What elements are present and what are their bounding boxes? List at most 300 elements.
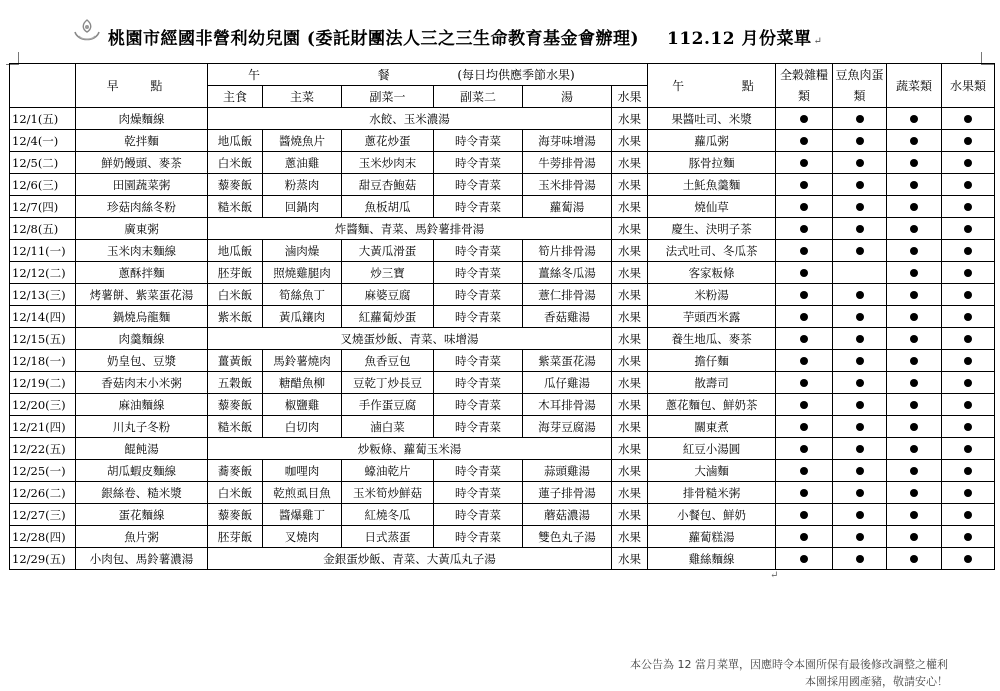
veg-dot-cell [887,262,942,284]
side-dish-1-cell: 玉米筍炒鮮菇 [342,482,434,504]
fruit-dot-icon [964,225,972,233]
protein-dot-cell [833,482,887,504]
afternoon-snack-cell: 蔥花麵包、鮮奶茶 [648,394,776,416]
protein-dot-cell [833,526,887,548]
protein-dot-icon [856,379,864,387]
protein-dot-cell [833,130,887,152]
side-dish-2-cell: 時令青菜 [434,350,523,372]
table-row [10,218,995,240]
breakfast-cell: 餛飩湯 [76,438,208,460]
afternoon-snack-cell: 蘿瓜粥 [648,130,776,152]
soup-cell: 玉米排骨湯 [523,174,612,196]
table-row [10,174,995,196]
staple-cell: 五穀飯 [208,372,263,394]
soup-cell: 蘿蔔湯 [523,196,612,218]
side-dish-2-cell: 時令青菜 [434,196,523,218]
veg-dot-cell [887,526,942,548]
date-cell: 12/18(一) [10,350,76,372]
veg-dot-cell [887,284,942,306]
main-dish-cell: 蔥油雞 [263,152,342,174]
soup-cell: 蓮子排骨湯 [523,482,612,504]
staple-cell: 薑黃飯 [208,350,263,372]
grains-dot-icon [800,159,808,167]
protein-dot-cell [833,284,887,306]
table-row [10,438,995,460]
table-row [10,108,995,130]
fruit-dot-icon [964,379,972,387]
date-cell: 12/15(五) [10,328,76,350]
soup-cell: 雙色丸子湯 [523,526,612,548]
protein-dot-icon [856,115,864,123]
date-cell: 12/12(二) [10,262,76,284]
breakfast-cell: 珍菇肉絲冬粉 [76,196,208,218]
staple-cell: 胚芽飯 [208,262,263,284]
grains-dot-cell [776,328,833,350]
main-dish-cell: 乾煎虱目魚 [263,482,342,504]
protein-dot-cell [833,218,887,240]
fruit-cell: 水果 [612,328,648,350]
side-dish-1-cell: 魚板胡瓜 [342,196,434,218]
veg-dot-cell [887,328,942,350]
fruit-dot-cell [942,504,995,526]
lunch-combined-cell: 金銀蛋炒飯、青菜、大黃瓜丸子湯 [208,548,612,570]
date-cell: 12/13(三) [10,284,76,306]
veg-dot-cell [887,438,942,460]
footer-line-2: 本園採用國產豬，敬請安心！ [805,675,948,688]
lunch-combined-cell: 叉燒蛋炒飯、青菜、味增湯 [208,328,612,350]
fruit-dot-icon [964,357,972,365]
menu-month: 112.12 月份菜單 [667,29,812,49]
grains-dot-icon [800,313,808,321]
table-row [10,262,995,284]
menu-table [9,63,995,570]
school-name: 桃園市經國非營利幼兒園 (委託財團法人三之三生命教育基金會辦理) [108,29,640,49]
grains-dot-cell [776,548,833,570]
table-row [10,482,995,504]
veg-dot-icon [910,511,918,519]
fruit-dot-icon [964,335,972,343]
grains-dot-cell [776,350,833,372]
table-row [10,152,995,174]
fruit-dot-icon [964,423,972,431]
side-dish-1-cell: 炒三寶 [342,262,434,284]
main-header: 主菜 [263,86,342,108]
breakfast-cell: 奶皇包、豆漿 [76,350,208,372]
side-dish-1-cell: 蠔油乾片 [342,460,434,482]
veg-dot-icon [910,533,918,541]
grains-dot-icon [800,555,808,563]
grains-dot-cell [776,526,833,548]
snack-header [648,64,776,108]
main-dish-cell: 醬爆雞丁 [263,504,342,526]
protein-dot-icon [856,401,864,409]
breakfast-cell: 蛋花麵線 [76,504,208,526]
staple-cell: 藜麥飯 [208,504,263,526]
protein-dot-cell [833,394,887,416]
main-dish-cell: 筍絲魚丁 [263,284,342,306]
date-cell: 12/19(二) [10,372,76,394]
protein-dot-icon [856,445,864,453]
fruit-dot-icon [964,533,972,541]
protein-dot-cell [833,438,887,460]
table-row [10,130,995,152]
fruit-cell: 水果 [612,526,648,548]
staple-cell: 糙米飯 [208,196,263,218]
date-cell: 12/28(四) [10,526,76,548]
table-row [10,306,995,328]
veg-dot-cell [887,306,942,328]
fruit-cell: 水果 [612,460,648,482]
grains-dot-icon [800,137,808,145]
grains-header [776,64,833,108]
fruit-group-header: 水果類 [942,64,995,108]
breakfast-cell: 肉燥麵線 [76,108,208,130]
protein-dot-icon [856,203,864,211]
date-cell: 12/14(四) [10,306,76,328]
veg-dot-cell [887,372,942,394]
protein-dot-icon [856,467,864,475]
breakfast-cell: 肉羹麵線 [76,328,208,350]
table-row [10,416,995,438]
table-row [10,504,995,526]
grains-dot-icon [800,379,808,387]
breakfast-cell: 麻油麵線 [76,394,208,416]
staple-cell: 藜麥飯 [208,174,263,196]
veg-dot-icon [910,225,918,233]
veg-dot-icon [910,379,918,387]
side-dish-2-cell: 時令青菜 [434,460,523,482]
veg-dot-cell [887,130,942,152]
protein-dot-cell [833,504,887,526]
protein-dot-cell [833,152,887,174]
protein-dot-icon [856,137,864,145]
fruit-cell: 水果 [612,504,648,526]
date-cell: 12/26(二) [10,482,76,504]
grains-dot-icon [800,203,808,211]
side-dish-1-cell: 滷白菜 [342,416,434,438]
grains-dot-icon [800,115,808,123]
fruit-dot-icon [964,181,972,189]
header [70,16,970,52]
side-dish-2-cell: 時令青菜 [434,482,523,504]
grains-dot-cell [776,262,833,284]
veg-dot-icon [910,401,918,409]
date-cell: 12/27(三) [10,504,76,526]
afternoon-snack-cell: 豚骨拉麵 [648,152,776,174]
soup-cell: 蘑菇濃湯 [523,504,612,526]
soup-cell: 瓜仔雞湯 [523,372,612,394]
breakfast-cell: 鮮奶饅頭、麥茶 [76,152,208,174]
side-dish-2-cell: 時令青菜 [434,416,523,438]
grains-dot-cell [776,416,833,438]
fruit-cell: 水果 [612,438,648,460]
side-dish-2-cell: 時令青菜 [434,306,523,328]
veg-dot-icon [910,467,918,475]
date-cell: 12/22(五) [10,438,76,460]
veg-dot-icon [910,181,918,189]
staple-header: 主食 [208,86,263,108]
fruit-cell: 水果 [612,240,648,262]
fruit-cell: 水果 [612,284,648,306]
fruit-dot-icon [964,137,972,145]
fruit-dot-icon [964,247,972,255]
fruit-dot-cell [942,284,995,306]
fruit-dot-cell [942,482,995,504]
veg-dot-cell [887,394,942,416]
fruit-dot-cell [942,350,995,372]
staple-cell: 白米飯 [208,284,263,306]
fruit-dot-cell [942,152,995,174]
staple-cell: 紫米飯 [208,306,263,328]
protein-dot-cell [833,262,887,284]
main-dish-cell: 照燒雞腿肉 [263,262,342,284]
veg-dot-icon [910,247,918,255]
paragraph-mark-after-table: ↵ [770,570,779,581]
fruit-dot-cell [942,548,995,570]
side-dish-1-cell: 豆乾丁炒長豆 [342,372,434,394]
afternoon-snack-cell: 米粉湯 [648,284,776,306]
date-cell: 12/1(五) [10,108,76,130]
breakfast-cell: 乾拌麵 [76,130,208,152]
grains-dot-icon [800,423,808,431]
fruit-cell: 水果 [612,416,648,438]
table-row [10,548,995,570]
fruit-cell: 水果 [612,152,648,174]
fruit-cell: 水果 [612,108,648,130]
table-row [10,284,995,306]
fruit-dot-icon [964,555,972,563]
soup-header: 湯 [523,86,612,108]
side-dish-1-cell: 大黃瓜滑蛋 [342,240,434,262]
fruit-dot-icon [964,203,972,211]
staple-cell: 地瓜飯 [208,130,263,152]
breakfast-cell: 蔥酥拌麵 [76,262,208,284]
protein-dot-cell [833,108,887,130]
soup-cell: 薑絲冬瓜湯 [523,262,612,284]
veg-dot-cell [887,152,942,174]
grains-dot-icon [800,533,808,541]
fruit-cell: 水果 [612,350,648,372]
main-dish-cell: 滷肉燥 [263,240,342,262]
main-dish-cell: 椒鹽雞 [263,394,342,416]
table-row [10,460,995,482]
veg-dot-icon [910,291,918,299]
side-dish-1-cell: 紅燒冬瓜 [342,504,434,526]
breakfast-cell: 香菇肉末小米粥 [76,372,208,394]
protein-dot-icon [856,159,864,167]
grains-dot-cell [776,152,833,174]
table-row [10,240,995,262]
veg-dot-icon [910,137,918,145]
protein-dot-cell [833,196,887,218]
protein-dot-icon [856,511,864,519]
grains-dot-cell [776,196,833,218]
afternoon-snack-cell: 排骨糙米粥 [648,482,776,504]
protein-dot-icon [856,357,864,365]
veg-dot-cell [887,108,942,130]
side-dish-1-cell: 麻婆豆腐 [342,284,434,306]
main-dish-cell: 粉蒸肉 [263,174,342,196]
veg-dot-icon [910,313,918,321]
grains-dot-cell [776,504,833,526]
staple-cell: 白米飯 [208,482,263,504]
table-row [10,350,995,372]
date-cell: 12/6(三) [10,174,76,196]
side-dish-2-cell: 時令青菜 [434,240,523,262]
soup-cell: 紫菜蛋花湯 [523,350,612,372]
table-row [10,372,995,394]
veg-dot-cell [887,548,942,570]
grains-dot-icon [800,445,808,453]
fruit-cell: 水果 [612,196,648,218]
grains-dot-cell [776,394,833,416]
lunch-combined-cell: 炸醬麵、青菜、馬鈴薯排骨湯 [208,218,612,240]
veg-dot-icon [910,335,918,343]
protein-dot-cell [833,350,887,372]
side-dish-2-cell: 時令青菜 [434,504,523,526]
protein-dot-icon [856,335,864,343]
staple-cell: 胚芽飯 [208,526,263,548]
date-cell: 12/21(四) [10,416,76,438]
main-dish-cell: 馬鈴薯燒肉 [263,350,342,372]
date-cell: 12/25(一) [10,460,76,482]
veg-dot-cell [887,416,942,438]
fruit-dot-icon [964,115,972,123]
paragraph-mark: ↵ [813,36,823,47]
protein-dot-cell [833,240,887,262]
soup-cell: 海芽味增湯 [523,130,612,152]
grains-dot-icon [800,291,808,299]
soup-cell: 蒜頭雞湯 [523,460,612,482]
protein-dot-cell [833,328,887,350]
fruit-dot-cell [942,438,995,460]
breakfast-cell: 烤薯餅、紫菜蛋花湯 [76,284,208,306]
date-cell: 12/11(一) [10,240,76,262]
protein-dot-icon [856,423,864,431]
afternoon-snack-cell: 雞絲麵線 [648,548,776,570]
protein-dot-cell [833,306,887,328]
main-dish-cell: 醬燒魚片 [263,130,342,152]
grains-dot-icon [800,357,808,365]
fruit-dot-icon [964,489,972,497]
veg-dot-cell [887,240,942,262]
fruit-dot-cell [942,108,995,130]
grains-dot-cell [776,240,833,262]
protein-dot-cell [833,460,887,482]
grains-dot-icon [800,247,808,255]
afternoon-snack-cell: 關東煮 [648,416,776,438]
fruit-cell: 水果 [612,262,648,284]
veg-dot-icon [910,423,918,431]
date-cell: 12/8(五) [10,218,76,240]
side-dish-1-cell: 蔥花炒蛋 [342,130,434,152]
fruit-dot-icon [964,511,972,519]
veg-dot-icon [910,159,918,167]
soup-cell: 香菇雞湯 [523,306,612,328]
fruit-dot-icon [964,159,972,167]
staple-cell: 白米飯 [208,152,263,174]
fruit-header: 水果 [612,86,648,108]
date-header [10,64,76,108]
fruit-cell: 水果 [612,548,648,570]
afternoon-snack-cell: 蘿蔔糕湯 [648,526,776,548]
afternoon-snack-cell: 小餐包、鮮奶 [648,504,776,526]
protein-dot-icon [856,225,864,233]
fruit-dot-cell [942,394,995,416]
grains-dot-icon [800,335,808,343]
table-row [10,196,995,218]
fruit-dot-icon [964,269,972,277]
protein-header-text: 豆魚肉蛋類 [835,67,884,103]
afternoon-snack-cell: 慶生、決明子茶 [648,218,776,240]
grains-dot-cell [776,130,833,152]
fruit-cell: 水果 [612,482,648,504]
grains-dot-cell [776,460,833,482]
grains-dot-cell [776,174,833,196]
protein-dot-icon [856,291,864,299]
fruit-dot-icon [964,467,972,475]
grains-dot-icon [800,181,808,189]
afternoon-snack-cell: 擔仔麵 [648,350,776,372]
protein-dot-icon [856,181,864,189]
breakfast-cell: 胡瓜蝦皮麵線 [76,460,208,482]
fruit-dot-icon [964,445,972,453]
side-dish-2-cell: 時令青菜 [434,372,523,394]
protein-dot-icon [856,269,864,277]
lunch-header [208,64,648,86]
veg-dot-cell [887,174,942,196]
side-dish-1-cell: 甜豆杏鮑菇 [342,174,434,196]
side-dish-2-cell: 時令青菜 [434,130,523,152]
fruit-cell: 水果 [612,372,648,394]
date-cell: 12/4(一) [10,130,76,152]
main-dish-cell: 咖哩肉 [263,460,342,482]
main-dish-cell: 黃瓜鑲肉 [263,306,342,328]
staple-cell: 地瓜飯 [208,240,263,262]
veg-dot-icon [910,555,918,563]
veg-dot-icon [910,269,918,277]
fruit-dot-cell [942,218,995,240]
veg-dot-icon [910,115,918,123]
lunch-header-left: 午 [248,68,261,82]
protein-dot-icon [856,533,864,541]
school-logo-icon [70,16,104,50]
staple-cell: 藜麥飯 [208,394,263,416]
soup-cell: 筍片排骨湯 [523,240,612,262]
breakfast-cell: 銀絲卷、糙米漿 [76,482,208,504]
soup-cell: 牛蒡排骨湯 [523,152,612,174]
fruit-dot-cell [942,306,995,328]
fruit-cell: 水果 [612,218,648,240]
fruit-dot-cell [942,460,995,482]
breakfast-cell: 小肉包、馬鈴薯濃湯 [76,548,208,570]
menu-body [10,108,995,570]
fruit-dot-cell [942,328,995,350]
protein-dot-icon [856,555,864,563]
side-dish-2-cell: 時令青菜 [434,174,523,196]
side-dish-1-cell: 玉米炒肉末 [342,152,434,174]
breakfast-cell: 魚片粥 [76,526,208,548]
fruit-dot-cell [942,262,995,284]
veg-dot-icon [910,489,918,497]
fruit-cell: 水果 [612,130,648,152]
grains-dot-cell [776,306,833,328]
page-title [108,24,822,49]
fruit-dot-cell [942,526,995,548]
afternoon-snack-cell: 法式吐司、冬瓜茶 [648,240,776,262]
afternoon-snack-cell: 果醬吐司、米漿 [648,108,776,130]
veg-dot-cell [887,482,942,504]
